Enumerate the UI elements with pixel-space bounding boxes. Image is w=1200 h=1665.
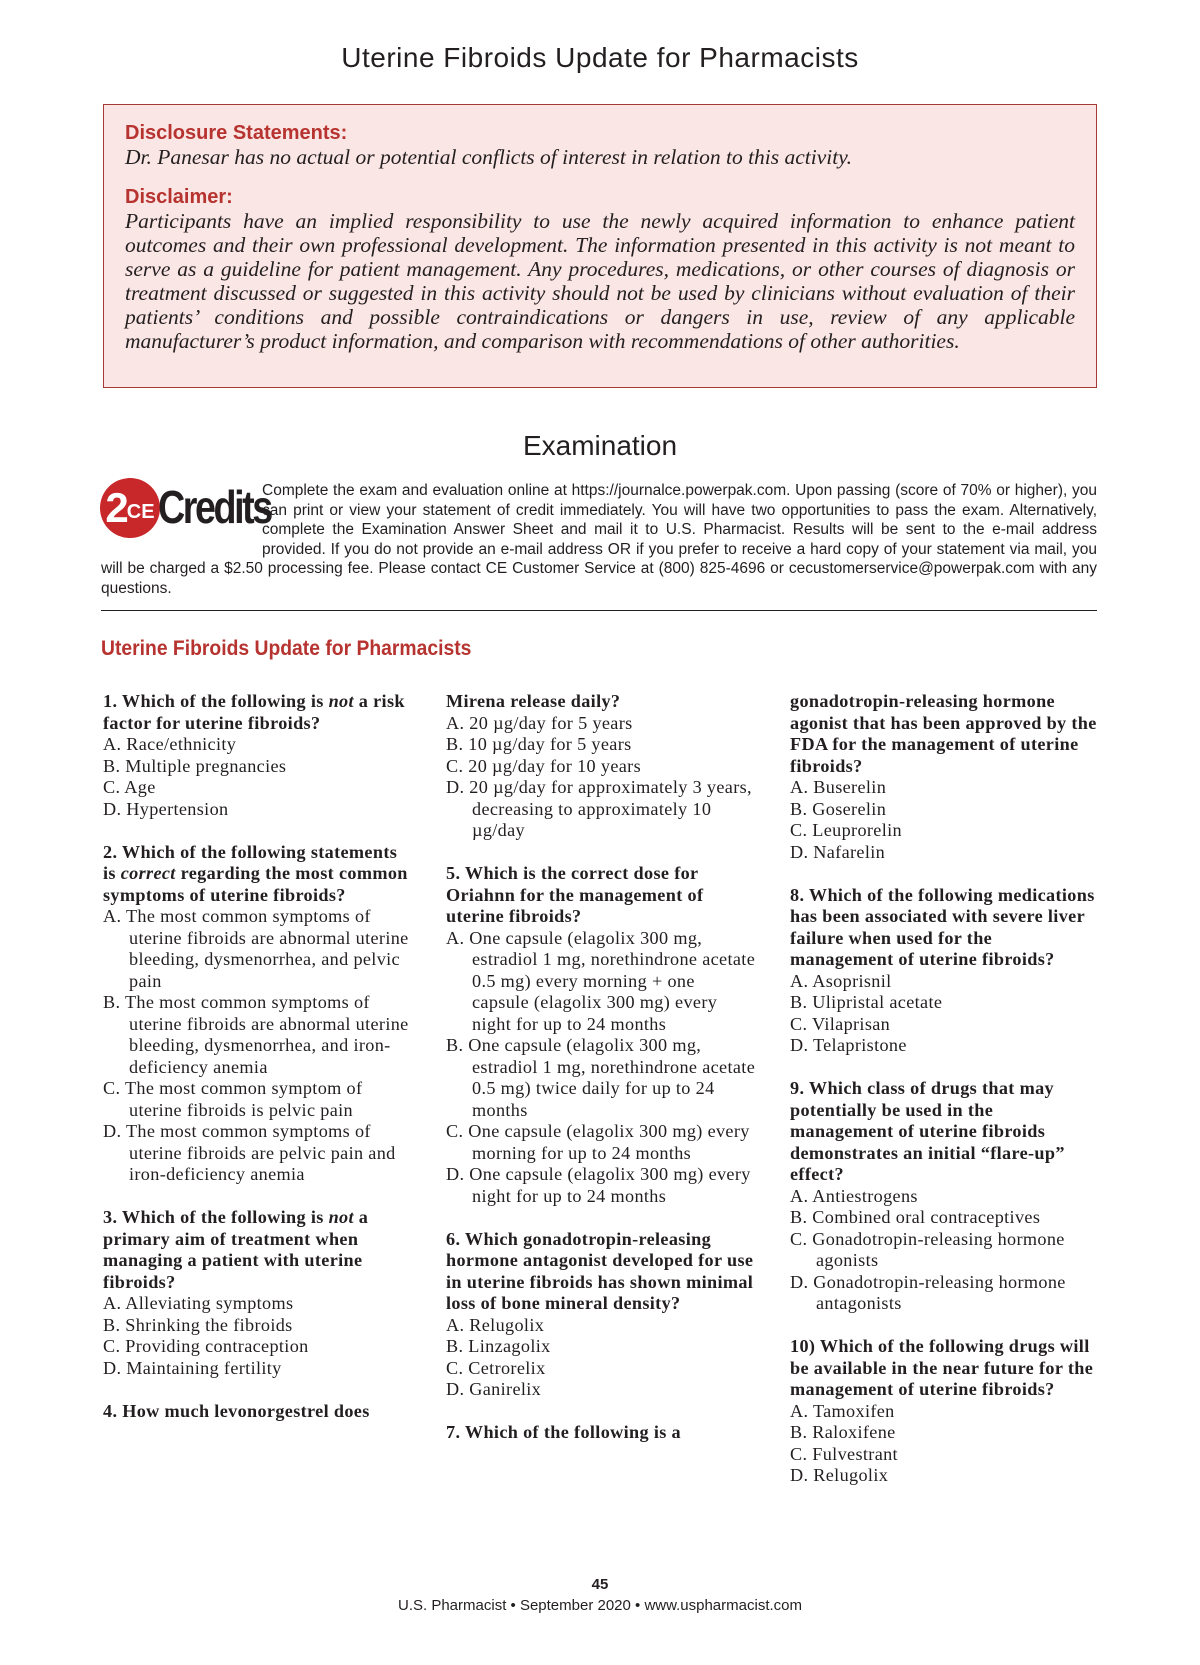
answer-option: A. Asoprisnil [790,970,892,991]
answer-option: A. One capsule (elagolix 300 mg, estradiol 1 mg, norethindrone acetate 0.5 mg) every morning + one capsule (elagolix 300 mg) every night for up to 24 months [446,927,756,1034]
question-9 [790,1078,1100,1315]
page-title: Uterine Fibroids Update for Pharmacists [341,42,859,73]
badge-number: $2^{CE}$ [105,484,155,531]
question-7-stem-start: 7. Which of the following is a [446,1422,682,1442]
answer-option: A. Antiestrogens [790,1185,918,1206]
badge-text: Credits [158,481,271,533]
answer-option: D. The most common symptoms of uterine fibroids are pelvic pain and iron-deficiency anemia [103,1121,396,1184]
answer-option: A. Tamoxifen [790,1400,895,1421]
question-3 [103,1207,413,1379]
question-8 [790,885,1100,1057]
question-stem: 6. Which gonadotropin-releasing hormone antagonist developed for use in uterine fibroids has shown minimal loss of bone mineral density? [446,1228,754,1313]
answer-option: D. Telapristone [790,1035,907,1055]
divider [101,610,1097,611]
answer-option: A. Buserelin [790,777,887,797]
answer-option: D. Relugolix [790,1465,889,1485]
question-stem: 2. Which of the following statements is correct regarding the most common symptoms of uterine fibroids? [103,841,408,905]
answer-option: D. Ganirelix [446,1379,542,1399]
question-10 [790,1336,1100,1487]
footer-citation: U.S. Pharmacist • September 2020 • www.uspharmacist.com [398,1597,802,1614]
answer-option: B. The most common symptoms of uterine fibroids are abnormal uterine bleeding, dysmenorrhea, and iron-deficiency anemia [103,992,409,1077]
question-5 [446,863,756,1207]
question-stem: 10) Which of the following drugs will be available in the near future for the management of uterine fibroids? [790,1336,1094,1399]
page-number: 45 [591,1576,609,1593]
answer-option: A. Relugolix [446,1314,545,1335]
answer-option: A. Race/ethnicity [103,734,237,754]
answer-option: C. Cetrorelix [446,1357,546,1378]
question-stem: Mirena release daily? [446,691,621,711]
exam-title: Examination [522,430,678,461]
answer-option: C. The most common symptom of uterine fibroids is pelvic pain [103,1078,363,1120]
answer-option: B. One capsule (elagolix 300 mg, estradiol 1 mg, norethindrone acetate 0.5 mg) twice daily for up to 24 months [446,1035,756,1120]
quiz-column-1 [103,691,413,1422]
answer-option: B. Shrinking the fibroids [103,1314,293,1335]
answer-option: D. Gonadotropin-releasing hormone antagonists [790,1271,1066,1313]
answer-option: B. Goserelin [790,798,887,819]
answer-option: C. Fulvestrant [790,1443,898,1464]
question-stem: gonadotropin-releasing hormone agonist that has been approved by the FDA for the management of uterine fibroids? [790,691,1097,776]
quiz-column-2 [446,691,756,1444]
question-4 [446,691,756,842]
answer-option: B. Raloxifene [790,1422,896,1442]
answer-option: C. 20 µg/day for 10 years [446,755,642,776]
question-stem: 9. Which class of drugs that may potentially be used in the management of uterine fibroids demonstrates an initial “flare-up” effect? [790,1078,1065,1184]
answer-option: D. Nafarelin [790,841,886,862]
question-7 [790,691,1100,863]
answer-option: B. Linzagolix [446,1336,551,1356]
answer-option: C. Age [103,777,156,797]
disclaimer-text: Participants have an implied responsibility to use the newly acquired information to enhance patient outcomes and their own professional development. The information presented in this activity is not meant to serve as a guideline for patient management. Any procedures, medications, or other courses of diagnosis or treatment discussed or suggested in this activity should not be used by clinicians without evaluation of their patients’ conditions and possible contraindications or dangers in use, review of any applicable manufacturer’s product information, and comparison with recommendations of other authorities. [125,209,1075,353]
answer-option: B. Ulipristal acetate [790,992,943,1012]
question-stem: 8. Which of the following medications has been associated with severe liver failure when used for the management of uterine fibroids? [790,884,1095,969]
answer-option: A. The most common symptoms of uterine fibroids are abnormal uterine bleeding, dysmenorrhea, and pelvic pain [103,906,409,991]
disclosure-heading: Disclosure Statements: [125,122,348,144]
answer-option: A. Alleviating symptoms [103,1293,294,1313]
question-4-stem-start: 4. How much levonorgestrel does [103,1400,370,1421]
question-stem: 3. Which of the following is not a primary aim of treatment when managing a patient with uterine fibroids? [103,1207,369,1292]
answer-option: C. Leuprorelin [790,820,902,840]
answer-option: C. Gonadotropin-releasing hormone agonists [790,1228,1065,1270]
answer-option: D. Hypertension [103,798,229,819]
answer-option: C. Providing contraception [103,1336,309,1356]
question-stem: 5. Which is the correct dose for Oriahnn for the management of uterine fibroids? [446,863,704,926]
disclosure-text: Dr. Panesar has no actual or potential conflicts of interest in relation to this activity. [125,145,852,169]
question-stem: 1. Which of the following is not a risk factor for uterine fibroids? [103,691,405,733]
answer-option: D. One capsule (elagolix 300 mg) every night for up to 24 months [446,1164,751,1206]
answer-option: D. 20 µg/day for approximately 3 years, decreasing to approximately 10 µg/day [446,777,752,840]
quiz-section-title: Uterine Fibroids Update for Pharmacists [101,637,472,660]
answer-option: C. One capsule (elagolix 300 mg) every morning for up to 24 months [446,1121,750,1163]
exam-instructions: Complete the exam and evaluation online at https://journalce.powerpak.com. Upon passing (score of 70% or higher), you can print or view your statement of credit immediately. You will have two opportunities to pass the exam. Alternatively, complete the Examination Answer Sheet and mail it to U.S. Pharmacist. Results will be sent to the e-mail address provided. If you do not provide an e-mail address OR if you prefer to receive a hard copy of your statement via mail, you will be charged a $2.50 processing fee. Please contact CE Customer Service at (800) 825-4696 or cecustomerservice@powerpak.com with any questions. [101,482,1097,597]
answer-option: B. 10 µg/day for 5 years [446,734,632,754]
disclaimer-heading: Disclaimer: [125,186,233,208]
question-2 [103,842,413,1186]
question-6 [446,1229,756,1401]
question-1 [103,691,413,820]
quiz-column-3 [790,691,1100,1487]
answer-option: B. Combined oral contraceptives [790,1207,1041,1227]
answer-option: A. 20 µg/day for 5 years [446,712,633,733]
answer-option: C. Vilaprisan [790,1013,891,1034]
disclosure-box [103,104,1097,388]
answer-option: B. Multiple pregnancies [103,755,287,776]
answer-option: D. Maintaining fertility [103,1357,282,1378]
